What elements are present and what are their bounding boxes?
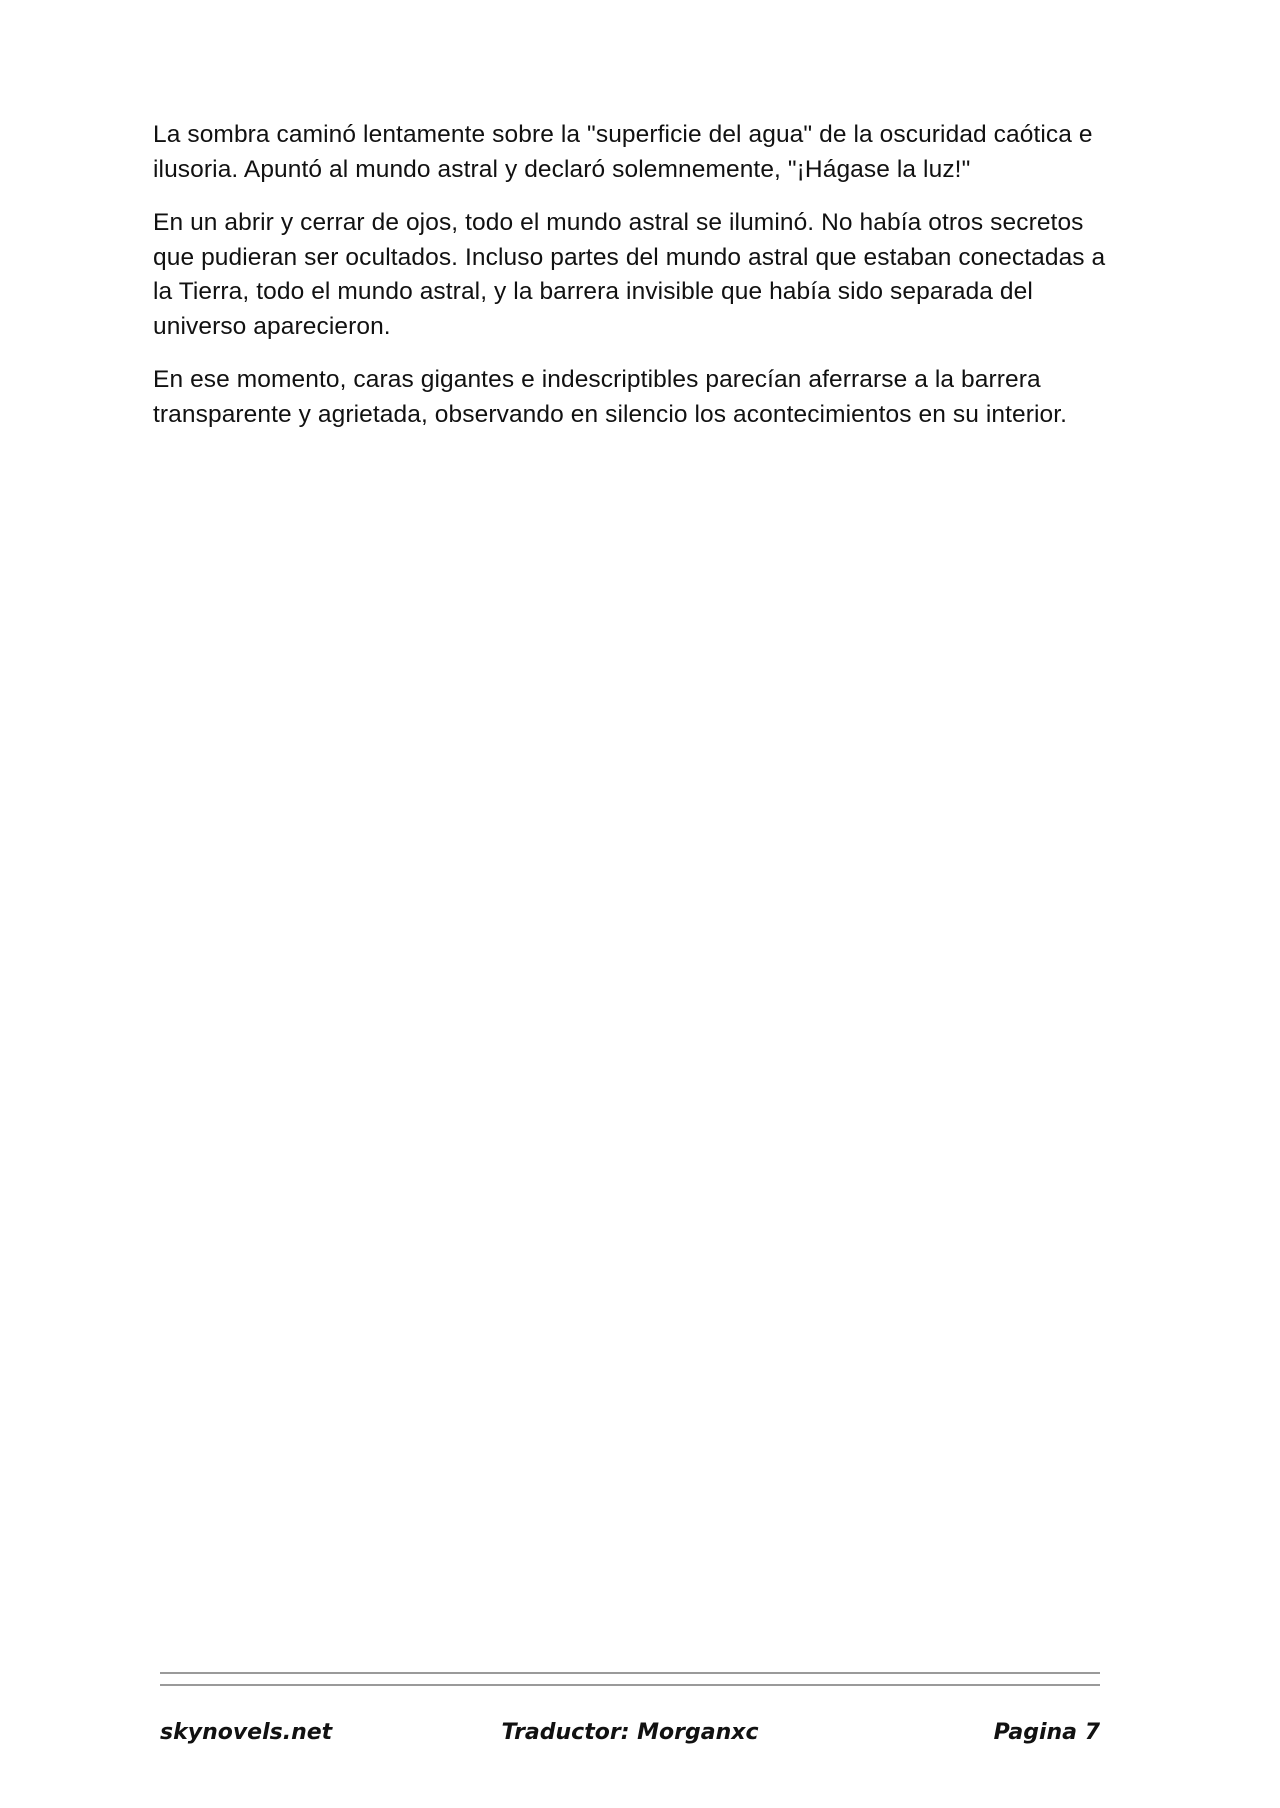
paragraph-2: En un abrir y cerrar de ojos, todo el mundo astral se iluminó. No había otros secretos que pudieran ser ocultados. Incluso partes del mundo astral que estaban conectadas a la Tierra, todo el mundo astral, y la barrera invisible que había sido separada del universo aparecieron. xyxy=(153,209,1106,340)
footer-divider-top xyxy=(160,1672,1100,1674)
page-body xyxy=(153,118,1113,451)
paragraph-3: En ese momento, caras gigantes e indescriptibles parecían aferrarse a la barrera transparente y agrietada, observando en silencio los acontecimientos en su interior. xyxy=(153,366,1068,428)
footer-translator: Traductor: Morganxc xyxy=(501,1720,759,1745)
footer-row xyxy=(160,1720,1100,1754)
page-footer xyxy=(160,1672,1100,1745)
footer-site-name: skynovels.net xyxy=(160,1720,333,1745)
paragraph-1: La sombra caminó lentamente sobre la "superficie del agua" de la oscuridad caótica e ilusoria. Apuntó al mundo astral y declaró solemnemente, "¡Hágase la luz!" xyxy=(153,121,1093,183)
footer-page-number: Pagina 7 xyxy=(993,1720,1100,1745)
footer-divider-bottom xyxy=(160,1684,1100,1686)
